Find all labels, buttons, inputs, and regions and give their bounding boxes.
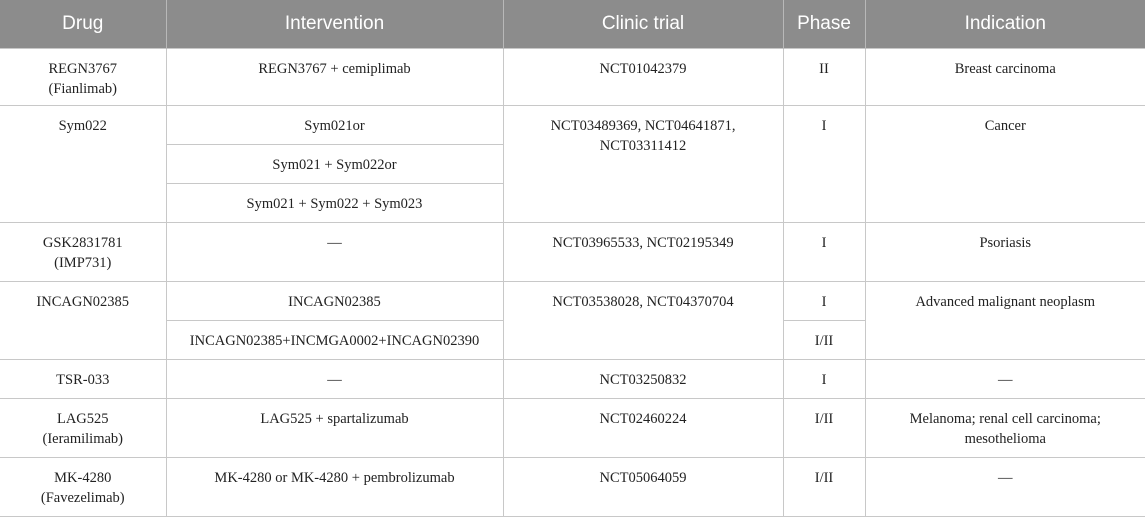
- indication-cell: [865, 399, 1145, 458]
- trial-cell: NCT02460224: [503, 399, 783, 458]
- header-clinic-trial: Clinic trial: [503, 0, 783, 49]
- intervention-cell: MK-4280 or MK-4280 + pembrolizumab: [166, 458, 503, 517]
- drug-name: REGN3767: [48, 61, 117, 77]
- trial-cell: NCT05064059: [503, 458, 783, 517]
- intervention-cell: —: [166, 360, 503, 399]
- trial-cell: NCT01042379: [503, 49, 783, 106]
- drug-cell: [0, 49, 166, 106]
- indication-cell: Psoriasis: [865, 223, 1145, 282]
- table-row: [0, 399, 1145, 458]
- phase-cell: II: [783, 49, 865, 106]
- intervention-cell: —: [166, 223, 503, 282]
- phase-cell: I: [783, 106, 865, 223]
- indication-cell: —: [865, 360, 1145, 399]
- phase-cell: I: [783, 360, 865, 399]
- indication-line: mesothelioma: [964, 431, 1046, 447]
- trial-line: NCT03489369, NCT04641871,: [550, 118, 736, 134]
- drug-name: MK-4280: [54, 470, 112, 486]
- header-row: [0, 0, 1145, 49]
- intervention-cell: Sym021 + Sym022 + Sym023: [166, 184, 503, 223]
- phase-cell: I/II: [783, 321, 865, 360]
- intervention-cell: Sym021 + Sym022or: [166, 145, 503, 184]
- header-phase: Phase: [783, 0, 865, 49]
- header-intervention: Intervention: [166, 0, 503, 49]
- drug-name: GSK2831781: [42, 235, 123, 251]
- table-row: [0, 282, 1145, 321]
- indication-cell: Breast carcinoma: [865, 49, 1145, 106]
- intervention-cell: LAG525 + spartalizumab: [166, 399, 503, 458]
- trial-cell: NCT03538028, NCT04370704: [503, 282, 783, 360]
- table-row: [0, 49, 1145, 106]
- table-row: [0, 223, 1145, 282]
- table-row: [0, 360, 1145, 399]
- intervention-cell: Sym021or: [166, 106, 503, 145]
- intervention-cell: INCAGN02385+INCMGA0002+INCAGN02390: [166, 321, 503, 360]
- trial-cell: [503, 106, 783, 223]
- trial-cell: NCT03250832: [503, 360, 783, 399]
- drug-cell: [0, 223, 166, 282]
- drug-alias: (Fianlimab): [48, 81, 117, 97]
- table-row: [0, 458, 1145, 517]
- drug-alias: (Favezelimab): [40, 490, 125, 506]
- header-indication: Indication: [865, 0, 1145, 49]
- trial-line: NCT03311412: [599, 138, 687, 154]
- drug-cell: TSR-033: [0, 360, 166, 399]
- drug-cell: [0, 399, 166, 458]
- phase-cell: I/II: [783, 399, 865, 458]
- drug-cell: Sym022: [0, 106, 166, 223]
- drug-cell: [0, 458, 166, 517]
- table-row: [0, 106, 1145, 145]
- drug-alias: (IMP731): [54, 255, 112, 271]
- indication-line: Melanoma; renal cell carcinoma;: [909, 411, 1101, 427]
- phase-cell: I/II: [783, 458, 865, 517]
- indication-cell: Cancer: [865, 106, 1145, 223]
- indication-cell: Advanced malignant neoplasm: [865, 282, 1145, 360]
- drug-name: LAG525: [56, 411, 109, 427]
- phase-cell: I: [783, 223, 865, 282]
- phase-cell: I: [783, 282, 865, 321]
- indication-cell: —: [865, 458, 1145, 517]
- trial-cell: NCT03965533, NCT02195349: [503, 223, 783, 282]
- drug-alias: (Ieramilimab): [42, 431, 123, 447]
- header-drug: Drug: [0, 0, 166, 49]
- intervention-cell: INCAGN02385: [166, 282, 503, 321]
- drug-cell: INCAGN02385: [0, 282, 166, 360]
- intervention-cell: REGN3767 + cemiplimab: [166, 49, 503, 106]
